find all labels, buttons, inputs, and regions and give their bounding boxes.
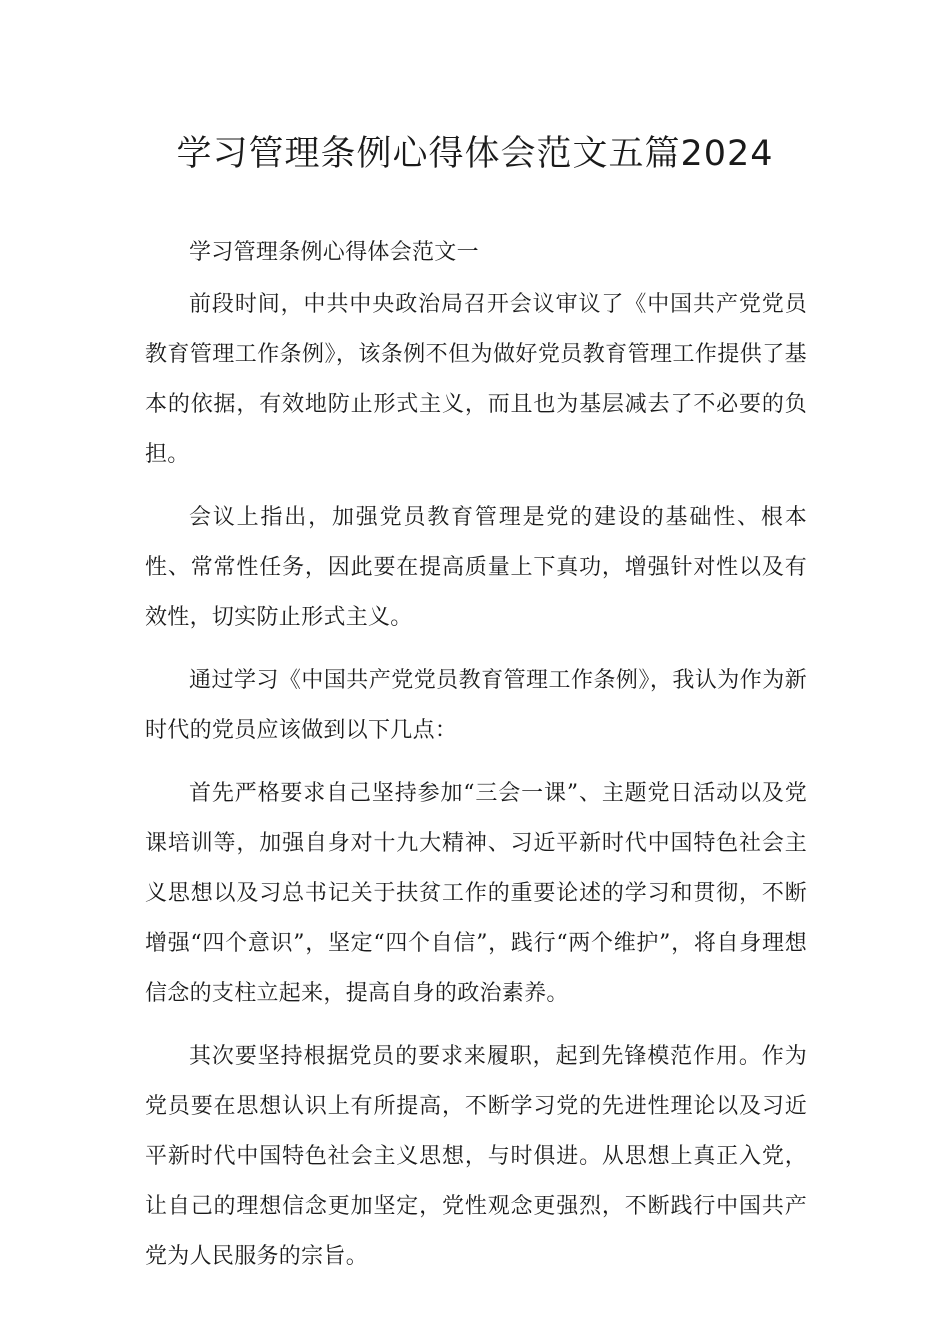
paragraph: 会议上指出，加强党员教育管理是党的建设的基础性、根本性、常常性任务，因此要在提高质量上下真功，增强针对性以及有效性，切实防止形式主义。 xyxy=(145,505,807,630)
paragraph: 前段时间，中共中央政治局召开会议审议了《中国共产党党员教育管理工作条例》，该条例不但为做好党员教育管理工作提供了基本的依据，有效地防止形式主义，而且也为基层减去了不必要的负担。 xyxy=(145,292,807,467)
document-title: 学习管理条例心得体会范文五篇2024 xyxy=(176,134,774,174)
paragraph: 通过学习《中国共产党党员教育管理工作条例》，我认为作为新时代的党员应该做到以下几点： xyxy=(145,668,807,743)
paragraph: 首先严格要求自己坚持参加“三会一课”、主题党日活动以及党课培训等，加强自身对十九大精神、习近平新时代中国特色社会主义思想以及习总书记关于扶贫工作的重要论述的学习和贯彻，不断增强“四个意识”，坚定“四个自信”，践行“两个维护”，将自身理想信念的支柱立起来，提高自身的政治素养。 xyxy=(145,781,807,1006)
paragraph: 其次要坚持根据党员的要求来履职，起到先锋模范作用。作为党员要在思想认识上有所提高，不断学习党的先进性理论以及习近平新时代中国特色社会主义思想，与时俱进。从思想上真正入党，让自己的理想信念更加坚定，党性观念更强烈，不断践行中国共产党为人民服务的宗旨。 xyxy=(145,1044,807,1269)
section-heading: 学习管理条例心得体会范文一 xyxy=(189,240,479,265)
document-body xyxy=(145,228,807,1295)
